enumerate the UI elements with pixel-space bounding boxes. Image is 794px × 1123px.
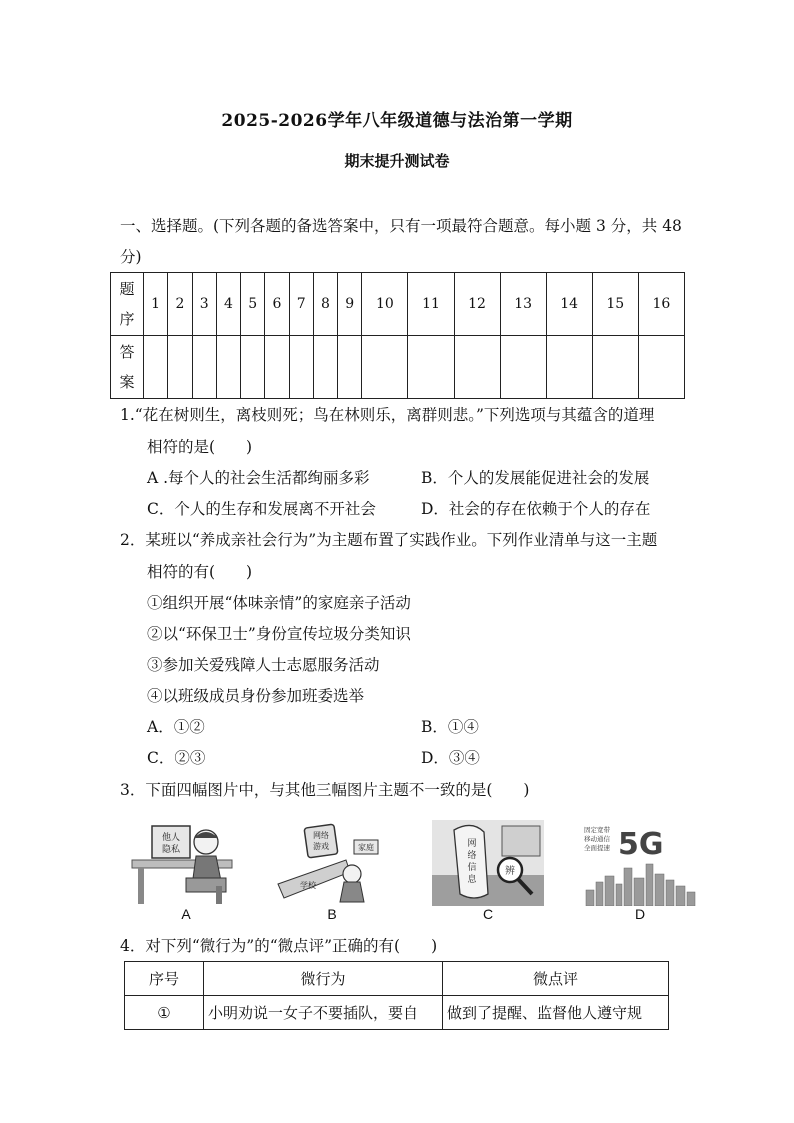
page-title: 2025-2026学年八年级道德与法治第一学期 <box>221 111 573 131</box>
grid-number-cell: 1 <box>144 273 168 336</box>
picture-d-text-3: 全面提速 <box>584 844 610 852</box>
answer-cell[interactable] <box>313 336 337 399</box>
q3-stem: 3．下面四幅图片中，与其他三幅图片主题不一致的是( ) <box>120 781 530 799</box>
answer-cell[interactable] <box>338 336 362 399</box>
grid-number-cell: 3 <box>192 273 216 336</box>
grid-row-label-number <box>111 273 144 336</box>
picture-d-text-2: 移动通信 <box>584 835 610 843</box>
picture-a-label: A <box>181 906 191 922</box>
q4-header-number: 序号 <box>125 962 204 996</box>
grid-number-cell: 13 <box>500 273 546 336</box>
answer-cell[interactable] <box>592 336 638 399</box>
answer-cell[interactable] <box>500 336 546 399</box>
q1-stem: 1.“花在树则生，离枝则死；鸟在林则乐，离群则悲。”下列选项与其蕴含的道理 <box>120 406 655 424</box>
answer-cell[interactable] <box>454 336 500 399</box>
q2-stem-cont: 相符的有( ) <box>147 563 253 581</box>
answer-cell[interactable] <box>192 336 216 399</box>
answer-cell[interactable] <box>216 336 240 399</box>
q1-option-c: C．个人的生存和发展离不开社会 <box>147 500 376 518</box>
q2-item-4: ④以班级成员身份参加班委选举 <box>147 687 365 705</box>
grid-label-char: 案 <box>119 373 135 391</box>
answer-cell[interactable] <box>241 336 265 399</box>
grid-number-cell: 4 <box>216 273 240 336</box>
picture-c-network-info-illustration <box>432 820 544 906</box>
picture-c-text-1: 网 <box>467 839 477 849</box>
q2-option-b: B．①④ <box>421 718 479 736</box>
answer-cell[interactable] <box>408 336 454 399</box>
grid-number-cell: 14 <box>546 273 592 336</box>
picture-b-text-2: 游戏 <box>313 842 329 851</box>
picture-a-text-1: 他人 <box>161 833 181 843</box>
picture-b-text-3: 学校 <box>300 881 316 890</box>
grid-label-char: 答 <box>119 343 135 361</box>
q2-item-3: ③参加关爱残障人士志愿服务活动 <box>147 656 380 674</box>
q2-option-a: A．①② <box>147 718 205 736</box>
answer-cell[interactable] <box>265 336 289 399</box>
grid-row-label-answer <box>111 336 144 399</box>
answer-cell[interactable] <box>144 336 168 399</box>
grid-number-cell: 11 <box>408 273 454 336</box>
picture-c-text-2: 络 <box>467 851 477 861</box>
q4-cell-number: ① <box>125 996 204 1030</box>
picture-b-text-1: 网络 <box>313 831 329 840</box>
picture-c-label: C <box>482 906 494 922</box>
grid-number-cell: 8 <box>313 273 337 336</box>
picture-d-5g-skyline-illustration <box>584 820 696 906</box>
q1-stem-cont: 相符的是( ) <box>147 438 253 456</box>
picture-c-text-3: 信 <box>467 863 477 873</box>
grid-label-char: 题 <box>119 280 135 298</box>
grid-number-cell: 12 <box>454 273 500 336</box>
page-subtitle: 期末提升测试卷 <box>344 152 450 170</box>
picture-b-internet-game-illustration <box>276 820 388 906</box>
q4-cell-behavior: 小明劝说一女子不要插队，要自 <box>204 996 443 1030</box>
q4-cell-comment: 做到了提醒、监督他人遵守规 <box>443 996 669 1030</box>
picture-b-text-4: 家庭 <box>358 843 374 852</box>
answer-grid <box>110 272 685 399</box>
picture-c-text-4: 息 <box>467 875 477 885</box>
picture-c-text-5: 辨 <box>505 866 515 877</box>
picture-d-text-1: 固定宽带 <box>584 826 610 834</box>
q4-stem: 4．对下列“微行为”的“微点评”正确的有( ) <box>120 937 438 955</box>
picture-a-privacy-illustration <box>130 820 242 906</box>
q1-option-a: A .每个人的社会生活都绚丽多彩 <box>147 469 370 487</box>
grid-label-char: 序 <box>119 310 135 328</box>
answer-cell[interactable] <box>546 336 592 399</box>
picture-d-text-4: 5G <box>618 827 664 862</box>
section-intro-cont: 分) <box>120 248 142 266</box>
grid-number-cell: 5 <box>241 273 265 336</box>
picture-b-label: B <box>327 906 337 922</box>
section-intro: 一、选择题。(下列各题的备选答案中，只有一项最符合题意。每小题 3 分，共 48 <box>120 217 682 235</box>
grid-number-cell: 2 <box>168 273 192 336</box>
q4-header-behavior: 微行为 <box>204 962 443 996</box>
q2-item-1: ①组织开展“体味亲情”的家庭亲子活动 <box>147 594 411 612</box>
answer-cell[interactable] <box>362 336 408 399</box>
q2-stem: 2．某班以“养成亲社会行为”为主题布置了实践作业。下列作业清单与这一主题 <box>120 531 658 549</box>
q1-option-d: D．社会的存在依赖于个人的存在 <box>421 500 651 518</box>
grid-number-cell: 15 <box>592 273 638 336</box>
answer-cell[interactable] <box>638 336 684 399</box>
q4-header-comment: 微点评 <box>443 962 669 996</box>
grid-number-cell: 10 <box>362 273 408 336</box>
picture-d-label: D <box>634 906 646 922</box>
q2-item-2: ②以“环保卫士”身份宣传垃圾分类知识 <box>147 625 411 643</box>
q2-option-c: C．②③ <box>147 749 206 767</box>
answer-cell[interactable] <box>289 336 313 399</box>
answer-cell[interactable] <box>168 336 192 399</box>
q1-option-b: B．个人的发展能促进社会的发展 <box>421 469 650 487</box>
q4-table <box>124 961 669 1030</box>
q2-option-d: D．③④ <box>421 749 480 767</box>
grid-number-cell: 7 <box>289 273 313 336</box>
grid-number-cell: 16 <box>638 273 684 336</box>
grid-number-cell: 6 <box>265 273 289 336</box>
grid-number-cell: 9 <box>338 273 362 336</box>
picture-a-text-2: 隐私 <box>161 845 181 855</box>
